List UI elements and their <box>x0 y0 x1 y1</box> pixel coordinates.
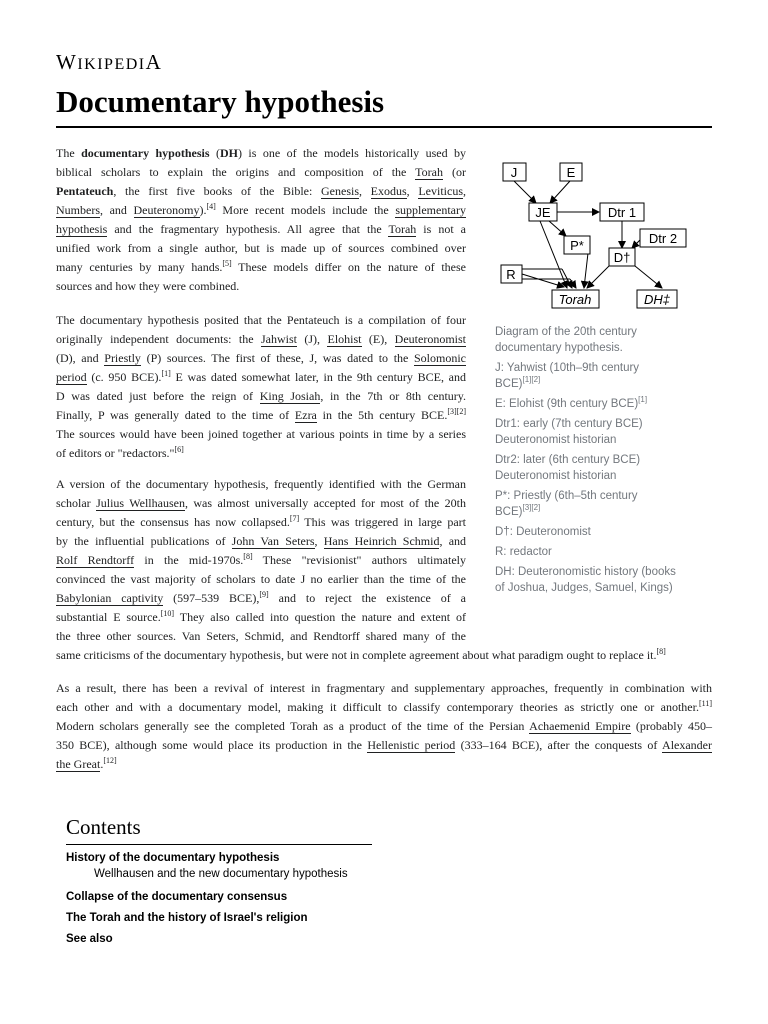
link-elohist[interactable]: Elohist <box>327 332 362 346</box>
logo-letters: IKIPEDI <box>77 56 146 73</box>
citation[interactable]: [6] <box>174 445 184 454</box>
diagram-caption: Diagram of the 20th century documentary hypothesis. J: Yahwist (10th–9th century BCE)[1][2] E: Elohist (9th century BCE)[1] Dtr1: early (7th century BCE) Deuteronomist historian Dtr2: later (6th century BCE) Deuteronomist historian P*: Priestly (6th–5th century BCE)[3][2] D†: Deuteronomist R: redactor DH: Deuteronomistic history (books of Joshua, Judges, Samuel, Kings) <box>495 326 676 594</box>
logo-letter: W <box>56 50 78 74</box>
bold-term: documentary hypothesis <box>81 146 210 160</box>
link-numbers[interactable]: Numbers <box>56 203 100 217</box>
node-je: JE <box>535 205 551 220</box>
node-j: J <box>510 165 518 180</box>
citation[interactable]: [4] <box>206 202 216 211</box>
link-solomonic[interactable]: Solomonic <box>414 351 467 365</box>
citation[interactable]: [5] <box>222 259 232 268</box>
citation[interactable]: [1] <box>638 395 648 404</box>
link-rolf-rendtorff[interactable]: Rolf Rendtorff <box>56 553 135 567</box>
node-dh: DH‡ <box>643 292 671 307</box>
node-p: P* <box>570 238 584 253</box>
link-hypothesis[interactable]: hypothesis <box>56 222 108 236</box>
link-ezra[interactable]: Ezra <box>294 408 317 422</box>
citation[interactable]: [1][2] <box>522 375 541 384</box>
title-divider <box>56 126 712 128</box>
link-hans-heinrich-schmid[interactable]: Hans Heinrich Schmid <box>323 534 440 548</box>
page-title: Documentary hypothesis <box>56 84 385 119</box>
citation[interactable]: [8] <box>656 647 666 656</box>
toc-item-history[interactable]: History of the documentary hypothesis <box>66 852 280 864</box>
citation[interactable]: [1] <box>161 369 171 378</box>
link-the-great[interactable]: the Great <box>56 757 101 771</box>
citation[interactable]: [9] <box>259 590 269 599</box>
node-d: D† <box>613 250 631 265</box>
documentary-hypothesis-diagram[interactable] <box>492 158 722 318</box>
link-torah-2[interactable]: Torah <box>388 222 417 236</box>
bold-term: DH <box>219 146 238 160</box>
citation[interactable]: [3][2] <box>522 503 541 512</box>
bold-term: Pentateuch <box>56 184 114 198</box>
citation[interactable]: [12] <box>103 756 117 765</box>
link-exodus[interactable]: Exodus <box>370 184 407 198</box>
link-alexander[interactable]: Alexander <box>662 738 713 752</box>
citation[interactable]: [8] <box>243 552 253 561</box>
node-dtr1: Dtr 1 <box>607 205 637 220</box>
link-supplementary[interactable]: supplementary <box>395 203 466 217</box>
link-achaemenid-empire[interactable]: Achaemenid Empire <box>529 719 631 733</box>
link-torah[interactable]: Torah <box>415 165 443 179</box>
toc-item-collapse[interactable]: Collapse of the documentary consensus <box>66 891 288 903</box>
toc-item-wellhausen[interactable]: Wellhausen and the new documentary hypothesis <box>94 868 348 880</box>
node-dtr2: Dtr 2 <box>648 231 678 246</box>
link-deuteronomy[interactable]: Deuteronomy <box>133 203 200 217</box>
link-leviticus[interactable]: Leviticus <box>418 184 463 198</box>
node-e: E <box>566 165 576 180</box>
link-jahwist[interactable]: Jahwist <box>260 332 297 346</box>
intro-paragraph: The documentary hypothesis (DH) is one of the models historically used by biblical scholars to explain the origins and composition of the Torah (or Pentateuch, the first five books of the Bible: Genesis, Exodus, Leviticus, Numbers, and Deuteronomy).[4] More recent models include the supplementary hypothesis and the fragmentary hypothesis. All agree that the Torah is not a unified work from a single author, but is made up of sources combined over many centuries by many hands.[5] These models differ on the nature of these sources and how they were combined. <box>56 146 467 293</box>
toc-item-see-also[interactable]: See also <box>66 933 113 945</box>
link-john-van-seters[interactable]: John Van Seters <box>231 534 315 548</box>
citation[interactable]: [10] <box>160 609 175 618</box>
link-deuteronomist[interactable]: Deuteronomist <box>394 332 466 346</box>
wellhausen-paragraph: A version of the documentary hypothesis, frequently identified with the German scholar Julius Wellhausen, was almost universally accepted for most of the 20th century, but the consensus has now collapsed.[7] This was triggered in large part by the influential publications of John Van Seters, Hans Heinrich Schmid, and Rolf Rendtorff in the mid-1970s.[8] These "revisionist" authors ultimately convinced the vast majority of scholars to date J no earlier than the time of the Babylonian captivity (597–539 BCE),[9] and to reject the existence of a substantial E source.[10] They also called into question the nature and extent of the three other sources. Van Seters, Schmid, and Rendtorff shared many of the <box>56 477 467 643</box>
citation[interactable]: [11] <box>698 699 712 708</box>
node-torah: Torah <box>558 292 592 307</box>
node-r: R <box>506 267 516 282</box>
contents-divider <box>66 844 372 845</box>
link-period[interactable]: period <box>56 370 87 384</box>
link-genesis[interactable]: Genesis <box>321 184 359 198</box>
wikipedia-logo[interactable] <box>56 50 162 75</box>
link-king-josiah[interactable]: King Josiah <box>259 389 321 403</box>
link-hellenistic-period[interactable]: Hellenistic period <box>367 738 456 752</box>
citation[interactable]: [7] <box>289 514 300 523</box>
link-priestly[interactable]: Priestly <box>104 351 141 365</box>
sources-paragraph: The documentary hypothesis posited that the Pentateuch is a compilation of four originally independent documents: the Jahwist (J), Elohist (E), Deuteronomist (D), and Priestly (P) sources. The first of these, J, was dated to the Solomonic period (c. 950 BCE).[1] E was dated somewhat later, in the 9th century BCE, and D was dated just before the reign of King Josiah, in the 7th or 8th century. Finally, P was generally dated to the time of Ezra in the 5th century BCE.[3][2] The sources would have been joined together at various points in time by a series of editors or "redactors."[6] <box>56 313 467 460</box>
logo-letter: A <box>145 50 163 74</box>
revival-paragraph: As a result, there has been a revival of interest in fragmentary and supplementary approaches, frequently in combination with each other and with a documentary model, making it difficult to classify contemporary theories as strictly one or another.[11] Modern scholars generally see the completed Torah as a product of the time of the Persian Achaemenid Empire (probably 450– 350 BCE), although some would place its production in the Hellenistic period (333–164 BCE), after the conquests of Alexander the Great.[12] <box>56 681 713 771</box>
citation[interactable]: [3][2] <box>447 407 466 416</box>
contents-title: Contents <box>66 815 141 839</box>
wellhausen-paragraph-end: same criticisms of the documentary hypothesis, but were not in complete agreement about what paradigm ought to replace it.[8] <box>56 647 666 662</box>
toc-item-torah-history[interactable]: The Torah and the history of Israel's religion <box>66 912 308 924</box>
link-julius-wellhausen[interactable]: Julius Wellhausen <box>96 496 185 510</box>
link-babylonian-captivity[interactable]: Babylonian captivity <box>56 591 164 605</box>
